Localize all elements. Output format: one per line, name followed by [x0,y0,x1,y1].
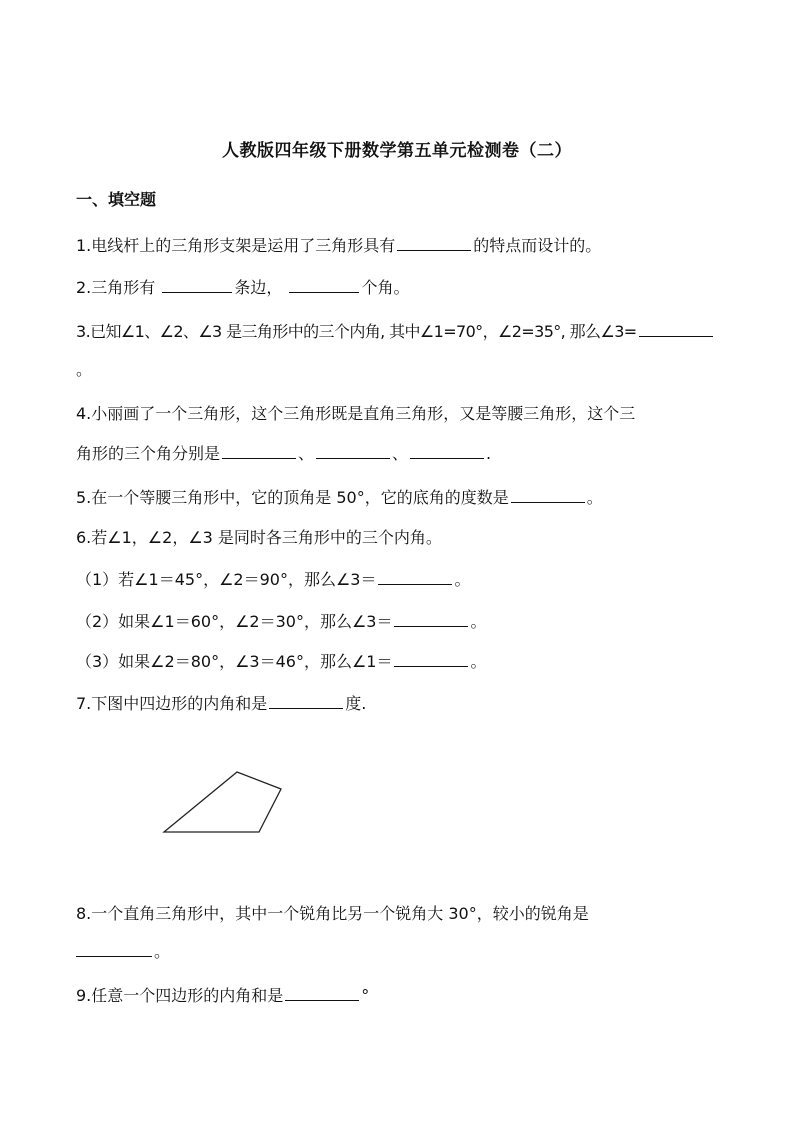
question-6-part-3: （3）如果∠2＝80°，∠3＝46°，那么∠1＝ 。 [76,652,487,671]
question-6: 6.若∠1，∠2，∠3 是同时各三角形中的三个内角。 [76,528,442,547]
page-title: 人教版四年级下册数学第五单元检测卷（二） [222,141,572,161]
answer-blank[interactable] [511,488,585,503]
answer-blank[interactable] [222,444,296,459]
quadrilateral-shape [164,772,281,832]
answer-blank[interactable] [410,444,484,459]
question-8: 8.一个直角三角形中，其中一个锐角比另一个锐角大 30°，较小的锐角是 [76,904,589,923]
answer-blank[interactable] [378,570,452,585]
question-3: 3.已知∠1、∠2、∠3 是三角形中的三个内角, 其中∠1=70°，∠2=35°, 那么∠3= [76,322,736,342]
question-7: 7.下图中四边形的内角和是 度. [76,694,367,713]
question-2: 2.三角形有 条边， 个角。 [76,278,410,297]
answer-blank[interactable] [394,612,468,627]
question-4: 4.小丽画了一个三角形，这个三角形既是直角三角形，又是等腰三角形，这个三 [76,404,636,423]
answer-blank[interactable] [285,986,359,1001]
question-1: 1.电线杆上的三角形支架是运用了三角形具有 的特点而设计的。 [76,236,602,255]
quadrilateral-figure [150,760,300,850]
question-8-line2: 。 [76,942,736,962]
question-9: 9.任意一个四边形的内角和是 ° [76,986,370,1005]
answer-blank[interactable] [269,694,343,709]
answer-blank[interactable] [316,444,390,459]
answer-blank[interactable] [162,278,232,293]
answer-blank[interactable] [289,278,359,293]
question-6-part-2: （2）如果∠1＝60°，∠2＝30°，那么∠3＝ 。 [76,612,487,631]
answer-blank[interactable] [639,322,713,337]
question-4-line2: 角形的三个角分别是 、 、 . [76,444,492,463]
question-5: 5.在一个等腰三角形中，它的顶角是 50°，它的底角的度数是 。 [76,488,603,507]
section-heading: 一、填空题 [76,190,157,209]
answer-blank[interactable] [397,236,471,251]
answer-blank[interactable] [76,942,152,957]
question-3-end: 。 [76,360,93,379]
answer-blank[interactable] [394,652,468,667]
question-6-part-1: （1）若∠1＝45°，∠2＝90°，那么∠3＝ 。 [76,570,471,589]
